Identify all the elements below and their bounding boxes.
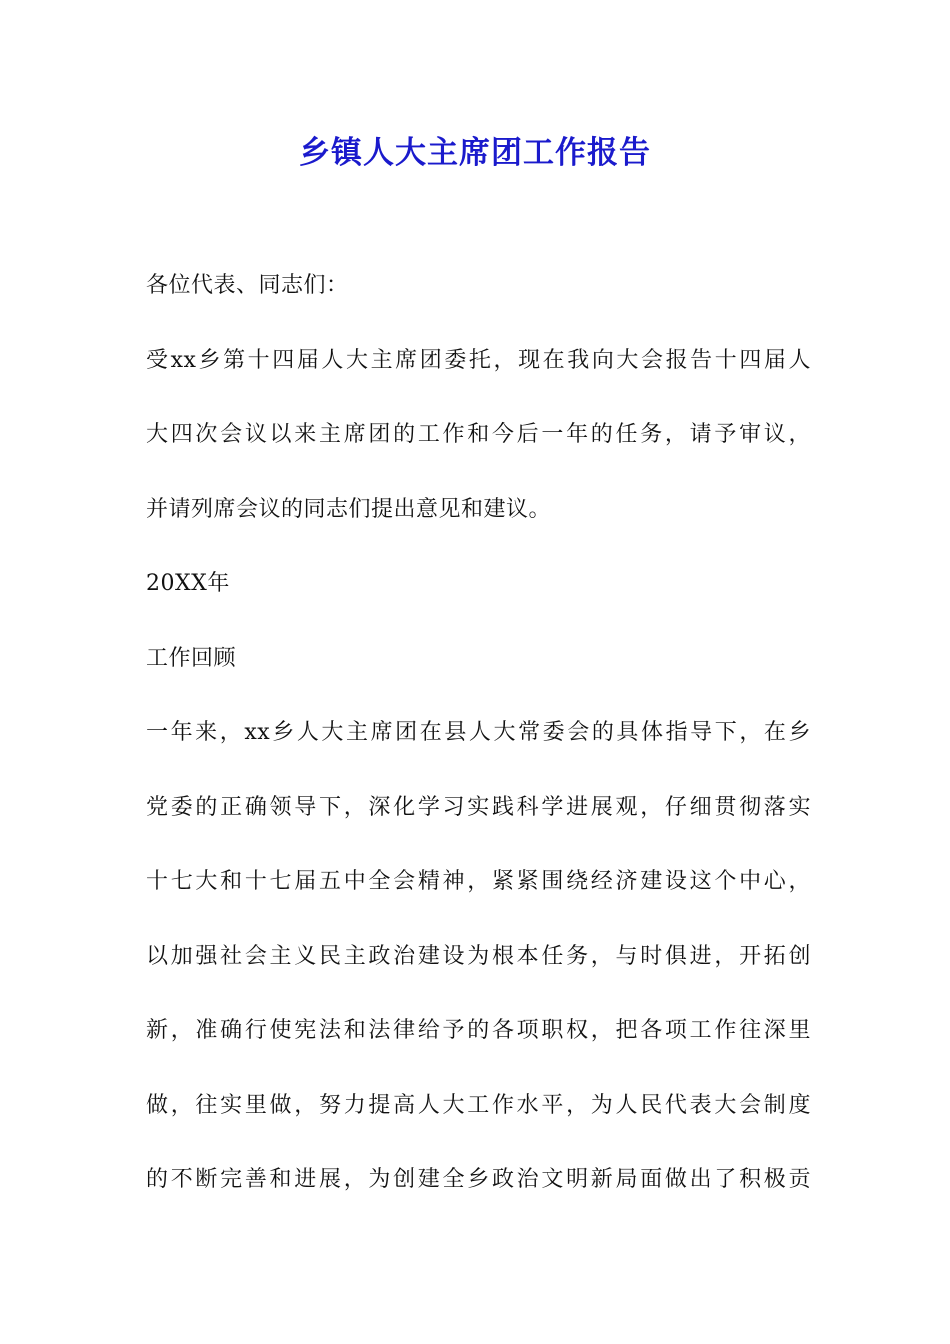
paragraph-line: 大四次会议以来主席团的工作和今后一年的任务，请予审议， [146, 422, 811, 447]
document-body [146, 264, 811, 1233]
paragraph-line: 党委的正确领导下，深化学习实践科学进展观，仔细贯彻落实 [146, 794, 811, 820]
paragraph-line: 以加强社会主义民主政治建设为根本任务，与时俱进，开拓创 [146, 943, 811, 969]
paragraph-line: 一年来，xx乡人大主席团在县人大常委会的具体指导下，在乡 [146, 720, 811, 745]
salutation-line: 各位代表、同志们： [146, 273, 349, 298]
document-title: 乡镇人大主席团工作报告 [299, 135, 651, 171]
year-heading: 20XX年 [146, 571, 230, 596]
paragraph-line: 做，往实里做，努力提高人大工作水平，为人民代表大会制度 [146, 1092, 811, 1118]
paragraph-line: 十七大和十七届五中全会精神，紧紧围绕经济建设这个中心， [146, 869, 811, 894]
paragraph-line: 新，准确行使宪法和法律给予的各项职权，把各项工作往深里 [146, 1018, 811, 1043]
section-heading: 工作回顾 [146, 645, 237, 671]
paragraph-line: 的不断完善和进展，为创建全乡政治文明新局面做出了积极贡 [146, 1167, 811, 1192]
paragraph-line: 并请列席会议的同志们提出意见和建议。 [146, 496, 552, 522]
paragraph-line: 受xx乡第十四届人大主席团委托，现在我向大会报告十四届人 [146, 347, 811, 373]
